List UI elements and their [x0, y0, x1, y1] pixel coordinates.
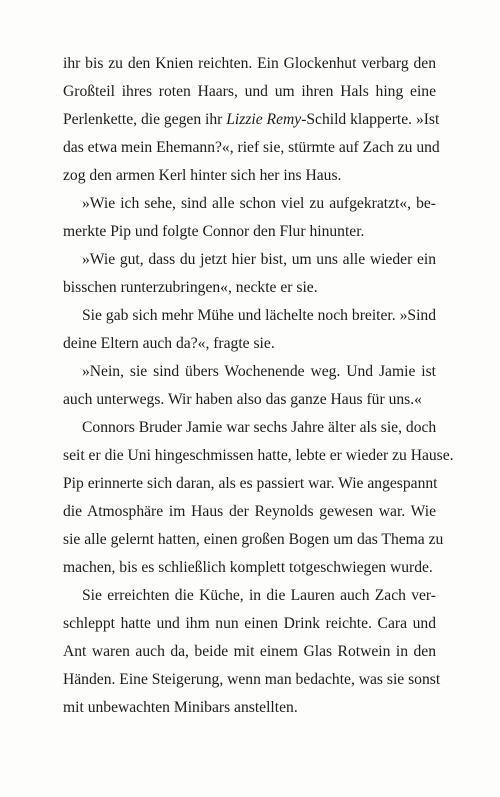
text-line: Connors Bruder Jamie war sechs Jahre älter als sie, doch — [82, 419, 437, 436]
text-line: zog den armen Kerl hinter sich her ins Haus. — [63, 167, 342, 184]
text-line: deine Eltern auch da?«, fragte sie. — [63, 335, 275, 352]
text-line: machen, bis es schließlich komplett totgeschwiegen wurde. — [63, 559, 433, 576]
text-line: Großteil ihres roten Haars, und um ihren Hals hing eine — [63, 83, 436, 100]
text-line: schleppt hatte und ihm nun einen Drink reichte. Cara und — [63, 615, 436, 632]
text-line: Sie erreichten die Küche, in die Lauren auch Zach ver- — [82, 587, 436, 604]
text-line-with-emphasis: Perlenkette, die gegen ihr Lizzie Remy-Schild klapperte. »Ist — [63, 111, 440, 128]
emphasized-text: Lizzie Remy — [226, 111, 302, 128]
text-line: »Nein, sie sind übers Wochenende weg. Und Jamie ist — [82, 363, 436, 380]
text-line: sie alle gelernt hatten, einen großen Bogen um das Thema zu — [63, 531, 444, 548]
text-line: bisschen runterzubringen«, neckte er sie. — [63, 279, 318, 296]
text-line: Händen. Eine Steigerung, wenn man bedachte, was sie sonst — [63, 671, 441, 688]
text-line: Ant waren auch da, beide mit einem Glas Rotwein in den — [63, 643, 436, 660]
text-line: das etwa mein Ehemann?«, rief sie, stürmte auf Zach zu und — [63, 139, 440, 156]
text-line: die Atmosphäre im Haus der Reynolds gewesen war. Wie — [63, 503, 436, 520]
text-line: »Wie gut, dass du jetzt hier bist, um uns alle wieder ein — [82, 251, 436, 268]
text-line: Pip erinnerte sich daran, als es passiert war. Wie angespannt — [63, 475, 438, 492]
text-line: Sie gab sich mehr Mühe und lächelte noch breiter. »Sind — [82, 307, 436, 324]
text-line: merkte Pip und folgte Connor den Flur hinunter. — [63, 223, 365, 240]
text-line: mit unbewachten Minibars anstellten. — [63, 699, 298, 716]
text-line: auch unterwegs. Wir haben also das ganze Haus für uns.« — [63, 391, 422, 408]
text-line: ihr bis zu den Knien reichten. Ein Glockenhut verbarg den — [63, 55, 436, 72]
text-line: seit er die Uni hingeschmissen hatte, lebte er wieder zu Hause. — [63, 447, 454, 464]
text-line: »Wie ich sehe, sind alle schon viel zu aufgekratzt«, be- — [82, 195, 436, 212]
